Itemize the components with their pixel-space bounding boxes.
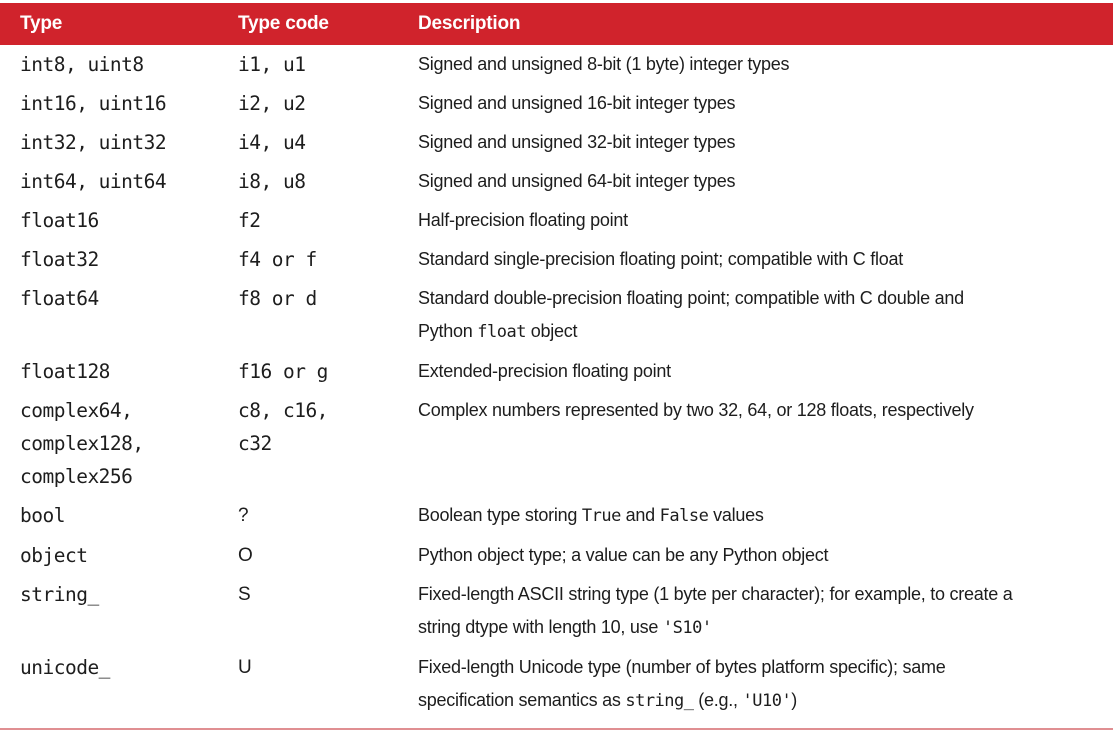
table-row	[0, 84, 1113, 123]
type-code: i1, u1	[238, 53, 306, 76]
type-code: U	[238, 657, 252, 678]
description-text: Signed and unsigned 32-bit integer types	[418, 132, 736, 152]
description-line	[418, 165, 1099, 198]
description-text: Boolean type storing	[418, 505, 582, 525]
description-text: Signed and unsigned 8-bit (1 byte) integer types	[418, 54, 790, 74]
description-line	[418, 282, 1099, 315]
description-text: Python	[418, 321, 478, 341]
type-name: float16	[20, 209, 99, 232]
type-code: c8, c16,	[238, 399, 328, 422]
description-text: Fixed-length ASCII string type (1 byte per character); for example, to create a	[418, 584, 1013, 604]
type-name: int32, uint32	[20, 131, 167, 154]
inline-code: string_	[625, 691, 694, 711]
description-text: )	[791, 690, 797, 710]
dtype-reference-table	[0, 3, 1113, 730]
description-text: values	[708, 505, 764, 525]
type-code-cell	[222, 648, 402, 729]
description-cell	[402, 123, 1113, 162]
table-row	[0, 279, 1113, 352]
type-name: object	[20, 544, 88, 567]
type-code: c32	[238, 432, 272, 455]
type-code: i4, u4	[238, 131, 306, 154]
type-name: bool	[20, 504, 65, 527]
description-line	[418, 539, 1099, 572]
column-header-type: Type	[0, 3, 222, 45]
description-cell	[402, 45, 1113, 84]
type-code-cell	[222, 391, 402, 496]
type-name: float32	[20, 248, 99, 271]
description-cell	[402, 201, 1113, 240]
description-text: object	[525, 321, 578, 341]
description-line	[418, 204, 1099, 237]
description-cell	[402, 279, 1113, 352]
type-code: ?	[238, 505, 249, 526]
description-text: Python object type; a value can be any Python object	[418, 545, 829, 565]
description-line	[418, 126, 1099, 159]
type-code: i8, u8	[238, 170, 306, 193]
type-code-cell	[222, 240, 402, 279]
type-code-cell	[222, 536, 402, 575]
type-name: unicode_	[20, 656, 110, 679]
description-cell	[402, 648, 1113, 729]
description-cell	[402, 391, 1113, 496]
type-code-cell	[222, 575, 402, 648]
type-code-cell	[222, 496, 402, 536]
type-code: f4 or f	[238, 248, 317, 271]
description-line	[418, 315, 1099, 349]
type-cell	[0, 240, 222, 279]
type-cell	[0, 84, 222, 123]
type-cell	[0, 201, 222, 240]
type-code-cell	[222, 201, 402, 240]
type-cell	[0, 45, 222, 84]
type-code-cell	[222, 123, 402, 162]
type-code: O	[238, 545, 253, 566]
type-code-cell	[222, 45, 402, 84]
description-line	[418, 578, 1099, 611]
description-line	[418, 611, 1099, 645]
table-body	[0, 45, 1113, 729]
inline-code: float	[477, 322, 526, 342]
type-cell	[0, 391, 222, 496]
type-name: complex64,	[20, 399, 133, 422]
type-code-cell	[222, 84, 402, 123]
table-row	[0, 536, 1113, 575]
table-row	[0, 240, 1113, 279]
description-text: Signed and unsigned 16-bit integer types	[418, 93, 736, 113]
type-name: complex128,	[20, 432, 144, 455]
type-cell	[0, 496, 222, 536]
type-cell	[0, 352, 222, 391]
description-cell	[402, 352, 1113, 391]
type-code-cell	[222, 352, 402, 391]
description-text: Standard single-precision floating point; compatible with C float	[418, 249, 904, 269]
type-name: int8, uint8	[20, 53, 144, 76]
table-row	[0, 575, 1113, 648]
description-text: (e.g.,	[693, 690, 743, 710]
description-text: Extended-precision floating point	[418, 361, 671, 381]
table-row	[0, 123, 1113, 162]
type-cell	[0, 575, 222, 648]
type-code: f2	[238, 209, 261, 232]
type-code: S	[238, 584, 251, 605]
description-line	[418, 499, 1099, 533]
inline-code: 'U10'	[742, 691, 792, 711]
description-cell	[402, 84, 1113, 123]
type-name: complex256	[20, 465, 133, 488]
description-text: Standard double-precision floating point; compatible with C double and	[418, 288, 964, 308]
type-name: int16, uint16	[20, 92, 167, 115]
type-code: f8 or d	[238, 287, 317, 310]
description-line	[418, 684, 1099, 718]
description-line	[418, 394, 1099, 427]
table-header	[0, 3, 1113, 45]
header-row	[0, 3, 1113, 45]
description-cell	[402, 575, 1113, 648]
type-cell	[0, 123, 222, 162]
table-row	[0, 648, 1113, 729]
type-code-cell	[222, 162, 402, 201]
description-text: specification semantics as	[418, 690, 626, 710]
inline-code: 'S10'	[662, 618, 712, 638]
description-line	[418, 651, 1099, 684]
type-code-cell	[222, 279, 402, 352]
description-line	[418, 87, 1099, 120]
column-header-description: Description	[402, 3, 1113, 45]
description-line	[418, 243, 1099, 276]
type-name: float64	[20, 287, 99, 310]
description-line	[418, 48, 1099, 81]
description-cell	[402, 240, 1113, 279]
table-row	[0, 496, 1113, 536]
type-name: int64, uint64	[20, 170, 167, 193]
type-cell	[0, 279, 222, 352]
type-name: string_	[20, 583, 99, 606]
type-cell	[0, 162, 222, 201]
type-cell	[0, 648, 222, 729]
type-code: i2, u2	[238, 92, 306, 115]
table-row	[0, 391, 1113, 496]
column-header-type-code: Type code	[222, 3, 402, 45]
inline-code: True	[581, 506, 621, 526]
table-row	[0, 352, 1113, 391]
table-row	[0, 162, 1113, 201]
table-row	[0, 45, 1113, 84]
description-cell	[402, 536, 1113, 575]
description-text: string dtype with length 10, use	[418, 617, 663, 637]
type-cell	[0, 536, 222, 575]
inline-code: False	[659, 506, 709, 526]
description-text: Signed and unsigned 64-bit integer types	[418, 171, 736, 191]
table-row	[0, 201, 1113, 240]
type-code: f16 or g	[238, 360, 328, 383]
description-text: Fixed-length Unicode type (number of bytes platform specific); same	[418, 657, 946, 677]
description-text: and	[620, 505, 660, 525]
description-line	[418, 355, 1099, 388]
description-cell	[402, 162, 1113, 201]
description-text: Complex numbers represented by two 32, 64, or 128 floats, respectively	[418, 400, 974, 420]
description-cell	[402, 496, 1113, 536]
type-name: float128	[20, 360, 110, 383]
description-text: Half-precision floating point	[418, 210, 628, 230]
